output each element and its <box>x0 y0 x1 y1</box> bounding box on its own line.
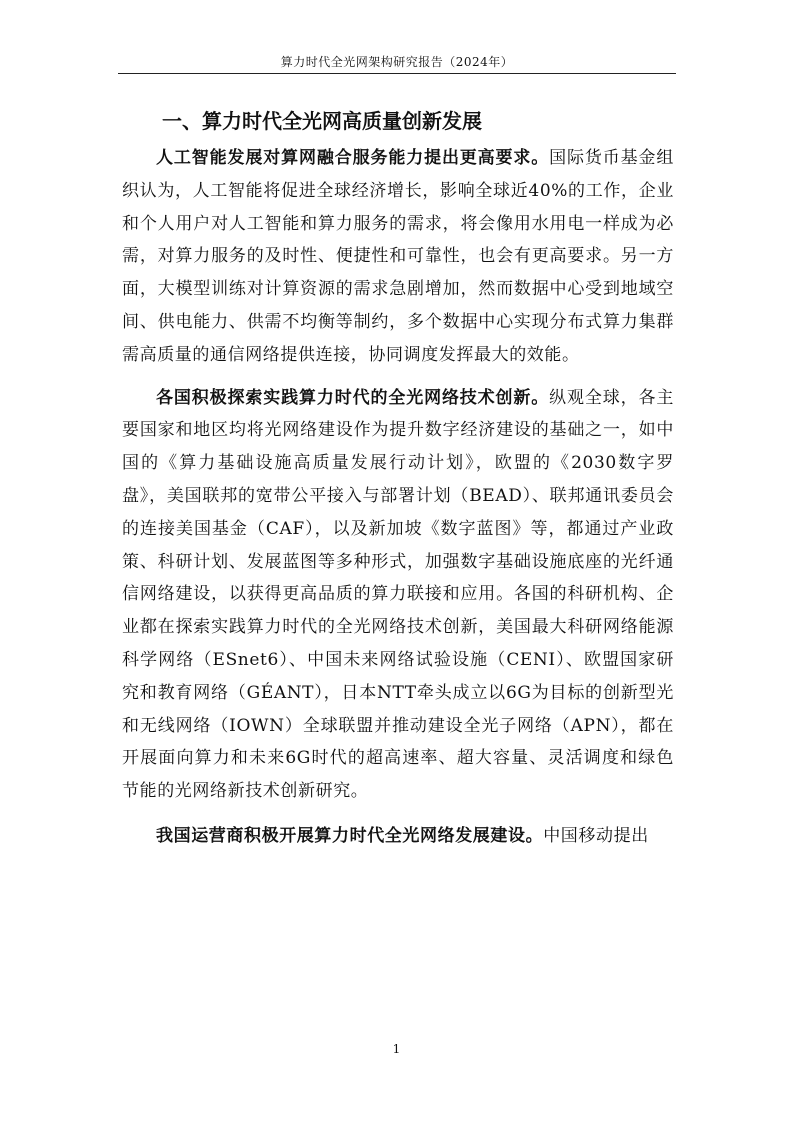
paragraph-global-innovation <box>122 382 674 808</box>
paragraph-lead: 我国运营商积极开展算力时代全光网络发展建设。 <box>156 825 544 846</box>
section-title: 一、算力时代全光网高质量创新发展 <box>162 109 482 133</box>
paragraph-lead: 人工智能发展对算网融合服务能力提出更高要求。 <box>156 148 550 168</box>
paragraph-text: 中国移动提出 <box>543 825 649 846</box>
running-header: 算力时代全光网架构研究报告（2024年） <box>280 55 514 69</box>
paragraph-lead: 各国积极探索实践算力时代的全光网络技术创新。 <box>156 387 550 408</box>
page-number: 1 <box>392 1042 401 1056</box>
paragraph-ai-demand <box>122 142 674 372</box>
body-text <box>122 104 674 853</box>
paragraph-text: 国际货币基金组织认为，人工智能将促进全球经济增长，影响全球近40%的工作，企业和个人用户对人工智能和算力服务的需求，将会像用水用电一样成为必需，对算力服务的及时性、便捷性和可靠性，也会有更高要求。另一方面，大模型训练对计算资源的需求急剧增加，然而数据中心受到地域空间、供电能力、供需不均衡等制约，多个数据中心实现分布式算力集群需高质量的通信网络提供连接，协同调度发挥最大的效能。 <box>122 148 674 365</box>
paragraph-text: 纵观全球，各主要国家和地区均将光网络建设作为提升数字经济建设的基础之一，如中国的《算力基础设施高质量发展行动计划》，欧盟的《2030数字罗盘》，美国联邦的宽带公平接入与部署计划（BEAD）、联邦通讯委员会的连接美国基金（CAF），以及新加坡《数字蓝图》等，都通过产业政策、科研计划、发展蓝图等多种形式，加强数字基础设施底座的光纤通信网络建设，以获得更高品质的算力联接和应用。各国的科研机构、企业都在探索实践算力时代的全光网络技术创新，美国最大科研网络能源科学网络（ESnet6）、中国未来网络试验设施（CENI）、欧盟国家研究和教育网络（GÉANT），日本NTT牵头成立以6G为目标的创新型光和无线网络（IOWN）全球联盟并推动建设全光子网络（APN），都在开展面向算力和未来6G时代的超高速率、超大容量、灵活调度和绿色节能的光网络新技术创新研究。 <box>122 387 674 802</box>
header-rule <box>118 73 676 74</box>
paragraph-domestic-operators <box>122 820 674 853</box>
